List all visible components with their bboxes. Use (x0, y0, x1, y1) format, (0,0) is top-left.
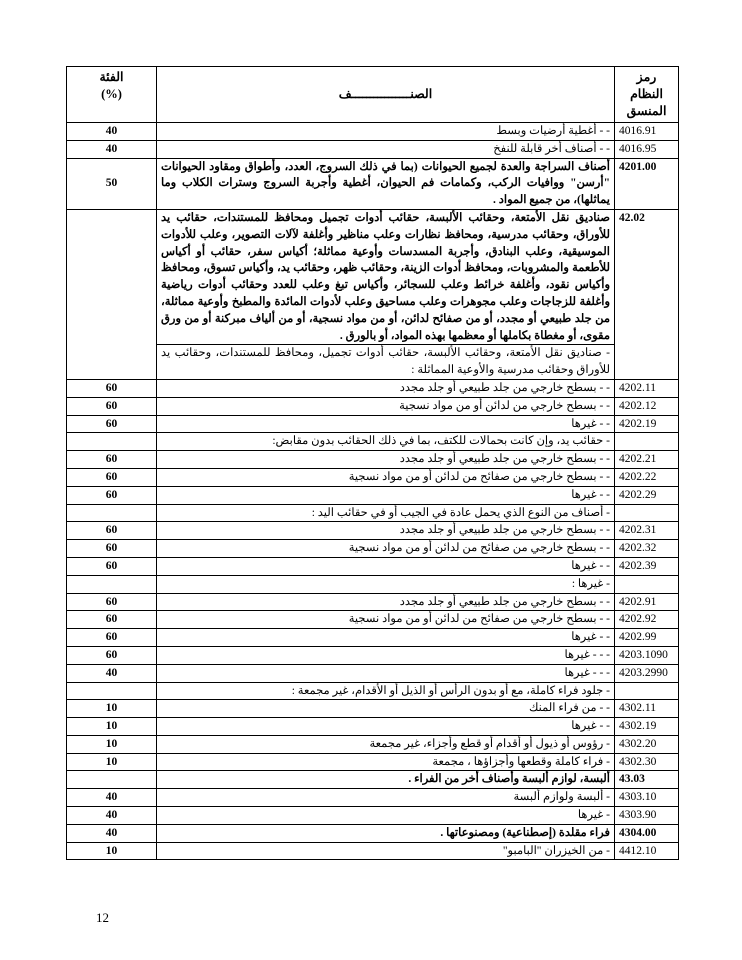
row-description: - - غيرها (571, 488, 610, 501)
row-rate: 60 (67, 593, 157, 611)
row-rate: 60 (67, 379, 157, 397)
row-rate: 10 (67, 700, 157, 718)
row-description: - من الخيزران "البامبو" (502, 844, 610, 857)
header-rate-line2: (%) (101, 87, 122, 101)
row-description-cell (157, 824, 615, 842)
row-code: 4202.19 (615, 415, 679, 433)
table-row (67, 486, 679, 504)
row-rate: 60 (67, 415, 157, 433)
table-row (67, 718, 679, 736)
row-rate: 10 (67, 753, 157, 771)
row-description-cell (157, 771, 615, 789)
row-description-cell (157, 789, 615, 807)
table-body (67, 123, 679, 860)
row-code: 4202.21 (615, 451, 679, 469)
row-code: 4016.95 (615, 140, 679, 158)
table-row (67, 664, 679, 682)
row-code (615, 575, 679, 593)
row-description: - فراء كاملة وقطعها وأجزاؤها ، مجمعة (432, 755, 610, 768)
row-description: - - بسطح خارجي من لدائن أو من مواد نسجية (399, 399, 610, 412)
row-description-cell (157, 451, 615, 469)
row-description-cell (157, 646, 615, 664)
row-code: 4202.91 (615, 593, 679, 611)
row-rate: 40 (67, 140, 157, 158)
row-rate: 40 (67, 807, 157, 825)
header-code (615, 67, 679, 123)
table-row (67, 468, 679, 486)
row-code: 4303.10 (615, 789, 679, 807)
row-description-cell (157, 123, 615, 141)
row-code (615, 682, 679, 700)
table-row (67, 593, 679, 611)
row-code: 4202.32 (615, 540, 679, 558)
table-row (67, 753, 679, 771)
row-code: 4016.91 (615, 123, 679, 141)
table-row (67, 735, 679, 753)
row-rate: 60 (67, 397, 157, 415)
row-description: - أصناف من النوع الذي يحمل عادة في الجيب أو في حقائب اليد : (311, 506, 610, 519)
row-description-cell (157, 593, 615, 611)
row-description: فراء مقلدة (إصطناعية) ومصنوعاتها . (440, 826, 610, 839)
row-description-cell (157, 540, 615, 558)
row-code: 4203.2990 (615, 664, 679, 682)
row-code (615, 433, 679, 451)
table-row (67, 842, 679, 860)
row-description: - - بسطح خارجي من صفائح من لدائن أو من مواد نسجية (348, 613, 610, 626)
table-row (67, 504, 679, 522)
row-rate: 50 (67, 158, 157, 209)
row-rate: 40 (67, 664, 157, 682)
header-code-line1: رمز النظام (630, 70, 663, 101)
row-code: 4202.11 (615, 379, 679, 397)
row-description: أصناف السراجة والعدة لجميع الحيوانات (بما في ذلك السروج، العدد، وأطواق ومقاود الحيوانات "أرسن" ووافيات الركب، وكمامات فم الحيوان، أغطية وأجربة السروج وسترات الكلاب وما يماثلها)، من جميع المواد . (161, 160, 610, 207)
row-description-cell (157, 158, 615, 209)
header-code-line2: المنسق (626, 104, 667, 118)
row-description-cell (157, 735, 615, 753)
table-row (67, 824, 679, 842)
row-description-cell (157, 486, 615, 504)
table-row (67, 611, 679, 629)
row-description: - - غيرها (571, 559, 610, 572)
tariff-table (66, 66, 679, 860)
row-code: 4202.39 (615, 557, 679, 575)
tariff-page (66, 66, 678, 860)
row-description: - - بسطح خارجي من جلد طبيعي أو جلد مجدد (399, 453, 610, 466)
row-description: - - بسطح خارجي من جلد طبيعي أو جلد مجدد (399, 595, 610, 608)
row-description-cell (157, 522, 615, 540)
table-row (67, 397, 679, 415)
row-code: 4203.1090 (615, 646, 679, 664)
row-rate: 60 (67, 557, 157, 575)
row-description: - جلود فراء كاملة، مع أو بدون الرأس أو الذيل أو الأقدام، غير مجمعة : (291, 684, 610, 697)
row-code: 4202.99 (615, 629, 679, 647)
row-description: - غيرها : (571, 577, 610, 590)
row-description: - - أصناف أخر قابلة للنفخ (493, 142, 610, 155)
row-rate: 40 (67, 824, 157, 842)
row-description: - - من فراء المنك (528, 702, 610, 715)
row-code: 43.03 (615, 771, 679, 789)
row-description-cell (157, 611, 615, 629)
row-description: - - - غيرها (564, 666, 610, 679)
row-description: - رؤوس أو ذيول أو أقدام أو قطع وأجزاء، غير مجمعة (369, 737, 610, 750)
row-rate (67, 682, 157, 700)
table-row (67, 540, 679, 558)
table-row (67, 789, 679, 807)
row-code: 4304.00 (615, 824, 679, 842)
row-description-cell (157, 629, 615, 647)
table-row (67, 379, 679, 397)
table-row (67, 415, 679, 433)
row-rate: 60 (67, 540, 157, 558)
row-rate: 40 (67, 789, 157, 807)
table-row (67, 575, 679, 593)
row-description: - - أغطية أرضيات وبسط (496, 125, 610, 137)
row-description: ألبسة، لوازم ألبسة وأصناف أخر من الفراء . (408, 773, 610, 786)
row-description: - - بسطح خارجي من جلد طبيعي أو جلد مجدد (399, 524, 610, 537)
row-rate: 60 (67, 629, 157, 647)
table-row (67, 700, 679, 718)
row-rate (67, 504, 157, 522)
row-rate: 60 (67, 611, 157, 629)
row-description-cell (157, 140, 615, 158)
row-code: 4302.11 (615, 700, 679, 718)
table-row (67, 140, 679, 158)
row-rate (67, 575, 157, 593)
row-description-cell (157, 700, 615, 718)
row-code: 4202.12 (615, 397, 679, 415)
row-code: 4302.19 (615, 718, 679, 736)
row-rate (67, 771, 157, 789)
row-rate: 10 (67, 735, 157, 753)
table-row (67, 629, 679, 647)
row-code: 4302.20 (615, 735, 679, 753)
row-code: 4202.92 (615, 611, 679, 629)
row-description: - ألبسة ولوازم ألبسة (513, 791, 610, 804)
row-code: 4202.29 (615, 486, 679, 504)
row-description-cell (157, 433, 615, 451)
table-row (67, 807, 679, 825)
row-description: - - غيرها (571, 720, 610, 733)
row-rate: 60 (67, 468, 157, 486)
row-code: 4302.30 (615, 753, 679, 771)
row-description: - - بسطح خارجي من جلد طبيعي أو جلد مجدد (399, 381, 610, 394)
row-description: - - بسطح خارجي من صفائح من لدائن أو من مواد نسجية (348, 470, 610, 483)
row-code: 4201.00 (615, 158, 679, 209)
row-code: 4202.22 (615, 468, 679, 486)
header-rate-line1: الفئة (99, 70, 124, 84)
table-header-row (67, 67, 679, 123)
row-description-cell (157, 718, 615, 736)
row-description: - حقائب يد، وإن كانت بحمالات للكتف، بما في ذلك الحقائب بدون مقابض: (272, 435, 610, 448)
row-description-cell (157, 209, 615, 379)
table-row (67, 123, 679, 141)
row-rate: 10 (67, 842, 157, 860)
table-row (67, 557, 679, 575)
row-description-cell (157, 807, 615, 825)
row-description-cell (157, 753, 615, 771)
row-code: 42.02 (615, 209, 679, 379)
row-rate (67, 433, 157, 451)
table-row (67, 646, 679, 664)
row-description: - - غيرها (571, 631, 610, 644)
row-rate: 60 (67, 646, 157, 664)
table-row (67, 451, 679, 469)
table-row (67, 158, 679, 209)
row-description-cell (157, 415, 615, 433)
row-description-cell (157, 842, 615, 860)
page-number: 12 (96, 910, 109, 925)
row-description: - - غيرها (571, 417, 610, 430)
header-description (157, 67, 615, 123)
row-code (615, 504, 679, 522)
header-description-label: الصنــــــــــــــــف (338, 87, 433, 101)
row-code: 4303.90 (615, 807, 679, 825)
row-description: - - بسطح خارجي من صفائح من لدائن أو من مواد نسجية (348, 542, 610, 555)
header-rate (67, 67, 157, 123)
row-description-cell (157, 468, 615, 486)
row-rate: 60 (67, 451, 157, 469)
row-description-cell (157, 682, 615, 700)
table-row (67, 682, 679, 700)
row-description-cell (157, 397, 615, 415)
row-rate: 10 (67, 718, 157, 736)
row-code: 4202.31 (615, 522, 679, 540)
row-description-cell (157, 504, 615, 522)
table-row (67, 209, 679, 379)
row-description: - - - غيرها (564, 648, 610, 661)
row-sub-description: - صناديق نقل الأمتعة، وحقائب الألبسة، حقائب أدوات تجميل، ومحافظ للمستندات، وحقائب يد للأوراق وحقائب مدرسية والأوعية المماثلة : (157, 344, 614, 379)
row-description-cell (157, 575, 615, 593)
table-row (67, 433, 679, 451)
table-row (67, 522, 679, 540)
row-description-cell (157, 664, 615, 682)
row-description-cell (157, 557, 615, 575)
row-rate: 60 (67, 522, 157, 540)
row-description-cell (157, 379, 615, 397)
table-row (67, 771, 679, 789)
row-code: 4412.10 (615, 842, 679, 860)
row-rate: 60 (67, 486, 157, 504)
row-rate: 40 (67, 123, 157, 141)
row-rate (67, 209, 157, 379)
row-description: صناديق نقل الأمتعة، وحقائب الألبسة، حقائب أدوات تجميل ومحافظ للمستندات، حقائب يد للأوراق، وحقائب مدرسية، ومحافظ نظارات وعلب مناظير وأغلفة لآلات التصوير، وعلب للأدوات الموسيقية، وعلب البنادق، وأجربة المسدسات وأوعية مماثلة؛ أكياس سفر، حقائب أو أكياس للأطعمة والمشروبات، ومحافظ أدوات الزينة، وحقائب ظهر، وحقائب يد، وأكياس تسوق، ومحافظ وأكياس نقود، وأغلفة خرائط وعلب للسجائر، وأكياس تبغ وعلب للعدد وحقائب أدوات رياضية وأغلفة للزجاجات وعلب مجوهرات وعلب مساحيق وعلب لأدوات المائدة والمطبخ وأوعية مماثلة، من جلد طبيعي أو مجدد، أو من صفائح لدائن، أو من مواد نسجية، أو من ألياف مبركنة أو من ورق مقوى، أو مغطاة بكاملها أو معظمها بهذه المواد، أو بالورق . (161, 211, 610, 342)
row-description: - غيرها (577, 809, 610, 822)
